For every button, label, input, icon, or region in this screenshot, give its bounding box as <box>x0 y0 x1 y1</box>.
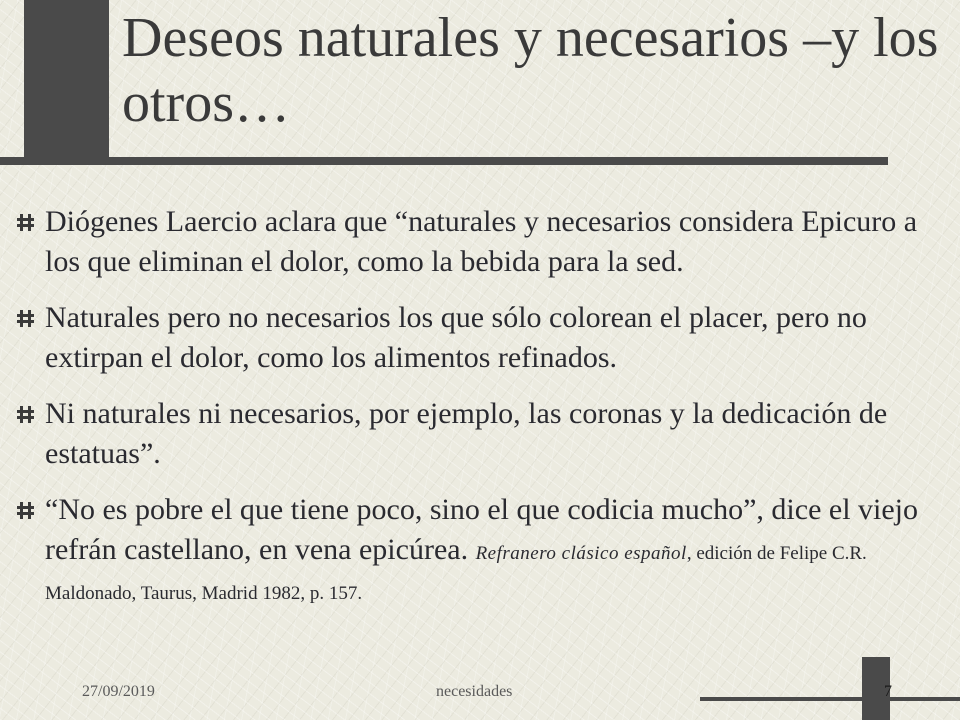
citation-details: , edición de Felipe C.R. Maldonado, Taurus, Madrid 1982, p. 157. <box>45 543 867 604</box>
quote-text: “No es pobre el que tiene poco, sino el que codicia mucho”, dice el viejo refrán castellano, en vena epicúrea. <box>45 493 919 566</box>
title-rule <box>0 157 888 165</box>
bullet-item <box>22 202 952 282</box>
bullet-item <box>22 490 952 610</box>
hash-bullet-icon <box>16 213 35 232</box>
slide-title: Deseos naturales y necesarios –y los otros… <box>122 7 939 134</box>
citation-title: Refranero clásico español <box>475 543 687 564</box>
page-number: 7 <box>884 683 892 700</box>
footer-date: 27/09/2019 <box>82 683 155 700</box>
hash-bullet-icon <box>16 501 35 520</box>
title-bar-vertical <box>24 0 109 165</box>
bullet-text: Diógenes Laercio aclara que “naturales y necesarios considera Epicuro a los que eliminan el dolor, como la bebida para la sed. <box>45 205 918 278</box>
footer-label: necesidades <box>436 683 513 700</box>
bullet-item <box>22 298 952 378</box>
footer-rule <box>700 697 960 701</box>
hash-bullet-icon <box>16 405 35 424</box>
bullet-text: Ni naturales ni necesarios, por ejemplo, las coronas y la dedicación de estatuas”. <box>45 397 888 470</box>
bullet-item <box>22 394 952 474</box>
bullet-text: Naturales pero no necesarios los que sólo colorean el placer, pero no extirpan el dolor, como los alimentos refinados. <box>45 301 867 374</box>
bullet-list <box>22 202 952 626</box>
hash-bullet-icon <box>16 309 35 328</box>
bullet-text <box>45 490 952 610</box>
